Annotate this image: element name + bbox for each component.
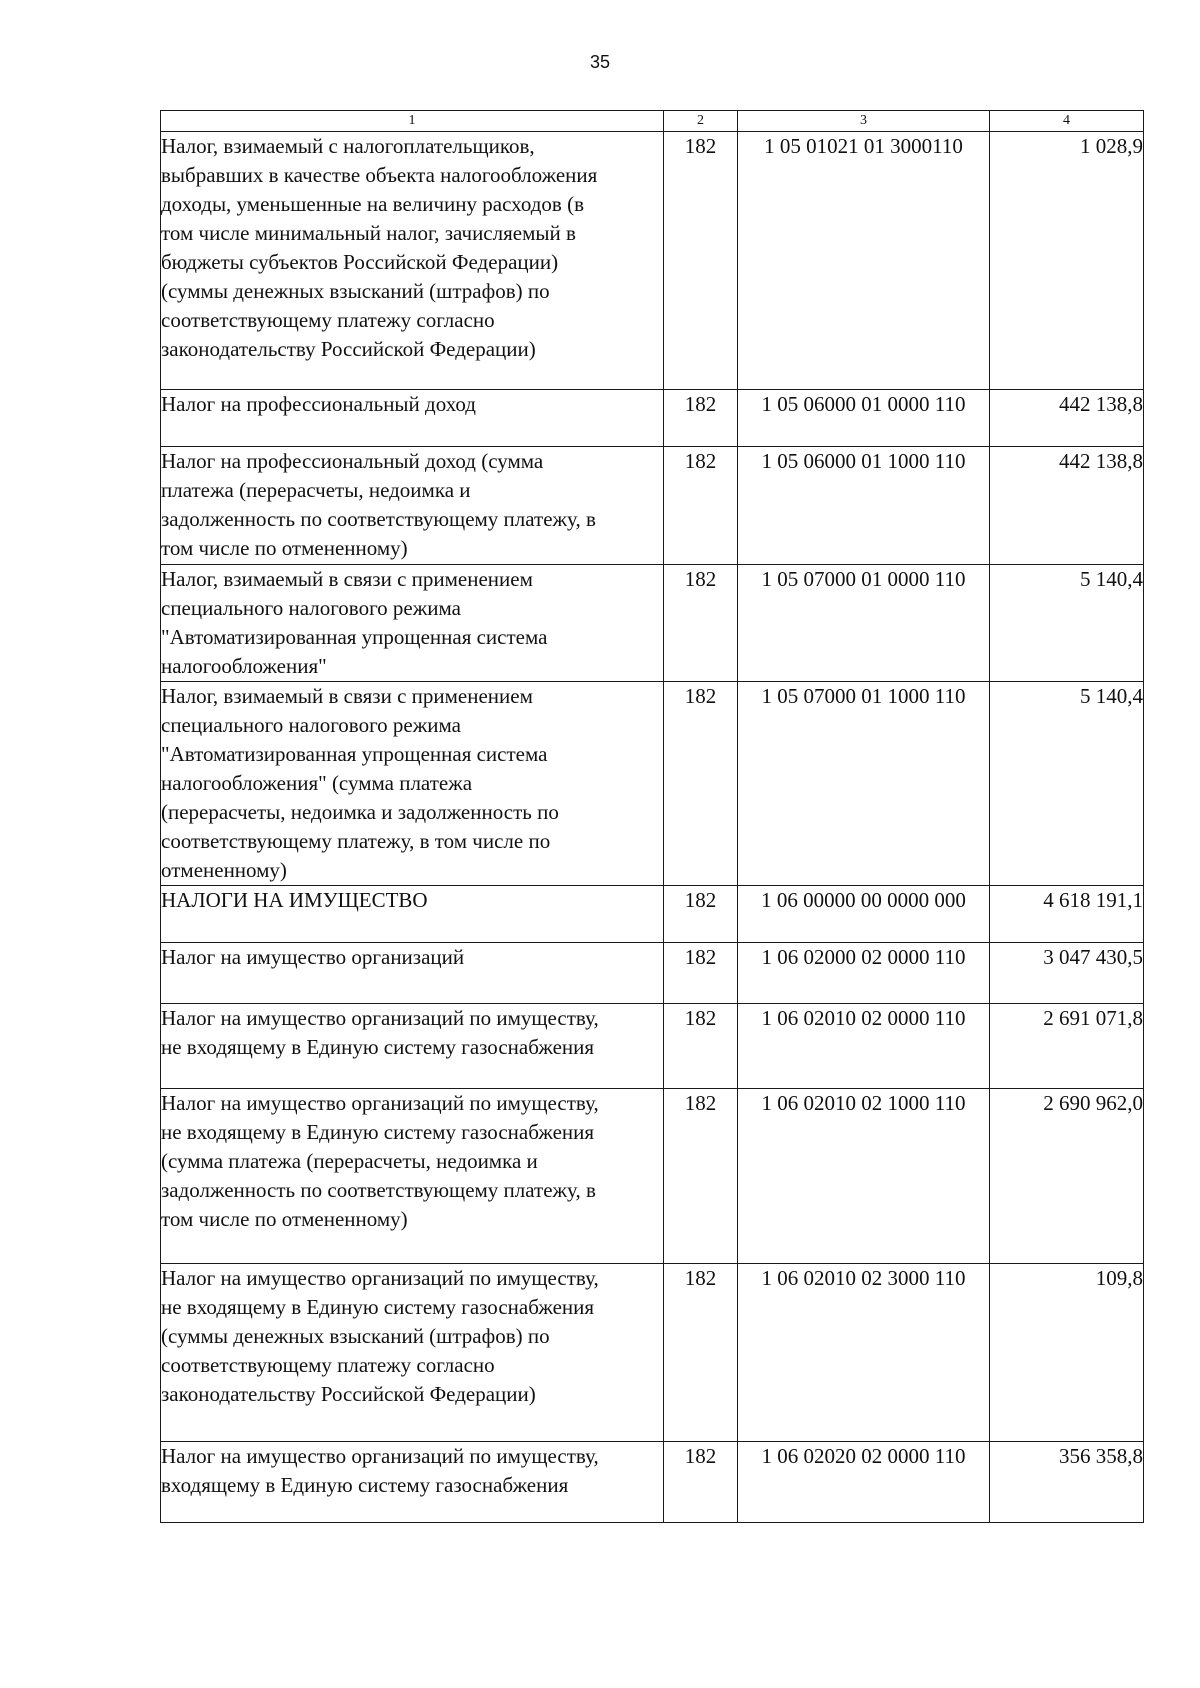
row-admin-code: 182 xyxy=(664,390,738,447)
row-budget-code: 1 06 02010 02 1000 110 xyxy=(738,1089,990,1264)
row-name: Налог, взимаемый с налогоплательщиков, выбравших в качестве объекта налогообложения доходы, уменьшенные на величину расходов (в том числе минимальный налог, зачисляемый в бюджеты субъектов Российской Федерации) (суммы денежных взысканий (штрафов) по соответствующему платежу согласно законодательству Российской Федерации) xyxy=(161,132,664,390)
row-budget-code: 1 05 06000 01 0000 110 xyxy=(738,390,990,447)
row-name: Налог на имущество организаций по имуществу, не входящему в Единую систему газоснабжения xyxy=(161,1004,664,1089)
row-admin-code: 182 xyxy=(664,1004,738,1089)
row-budget-code: 1 06 02010 02 0000 110 xyxy=(738,1004,990,1089)
table-row xyxy=(161,565,1144,682)
column-header-amount: 4 xyxy=(990,111,1144,132)
table-row xyxy=(161,447,1144,565)
table-row xyxy=(161,682,1144,886)
row-name: Налог на профессиональный доход xyxy=(161,390,664,447)
row-budget-code: 1 06 00000 00 0000 000 xyxy=(738,886,990,943)
row-budget-code: 1 05 01021 01 3000110 xyxy=(738,132,990,390)
column-header-admin: 2 xyxy=(664,111,738,132)
table-header-row xyxy=(161,111,1144,132)
row-budget-code: 1 06 02020 02 0000 110 xyxy=(738,1442,990,1523)
row-admin-code: 182 xyxy=(664,1264,738,1442)
row-admin-code: 182 xyxy=(664,682,738,886)
row-admin-code: 182 xyxy=(664,886,738,943)
row-amount: 5 140,4 xyxy=(990,565,1144,682)
table-row xyxy=(161,886,1144,943)
row-amount: 2 690 962,0 xyxy=(990,1089,1144,1264)
row-name: Налог на имущество организаций xyxy=(161,943,664,1004)
page-number: 35 xyxy=(589,52,611,72)
row-amount: 109,8 xyxy=(990,1264,1144,1442)
row-admin-code: 182 xyxy=(664,565,738,682)
column-header-name: 1 xyxy=(161,111,664,132)
row-budget-code: 1 06 02000 02 0000 110 xyxy=(738,943,990,1004)
row-name: Налог, взимаемый в связи с применением специального налогового режима "Автоматизированная упрощенная система налогообложения" (сумма платежа (перерасчеты, недоимка и задолженность по соответствующему платежу, в том числе по отмененному) xyxy=(161,682,664,886)
table-row xyxy=(161,390,1144,447)
row-name: Налог на имущество организаций по имуществу, входящему в Единую систему газоснабжения xyxy=(161,1442,664,1523)
row-amount: 442 138,8 xyxy=(990,390,1144,447)
row-name: НАЛОГИ НА ИМУЩЕСТВО xyxy=(161,886,664,943)
budget-revenue-table xyxy=(160,110,1144,1523)
row-name: Налог на профессиональный доход (сумма платежа (перерасчеты, недоимка и задолженность по соответствующему платежу, в том числе по отмененному) xyxy=(161,447,664,565)
table-row xyxy=(161,1442,1144,1523)
row-budget-code: 1 05 07000 01 1000 110 xyxy=(738,682,990,886)
row-amount: 5 140,4 xyxy=(990,682,1144,886)
row-budget-code: 1 05 07000 01 0000 110 xyxy=(738,565,990,682)
row-amount: 2 691 071,8 xyxy=(990,1004,1144,1089)
row-name: Налог на имущество организаций по имуществу, не входящему в Единую систему газоснабжения (суммы денежных взысканий (штрафов) по соответствующему платежу согласно законодательству Российской Федерации) xyxy=(161,1264,664,1442)
row-amount: 442 138,8 xyxy=(990,447,1144,565)
row-budget-code: 1 06 02010 02 3000 110 xyxy=(738,1264,990,1442)
row-admin-code: 182 xyxy=(664,447,738,565)
table-row xyxy=(161,132,1144,390)
row-admin-code: 182 xyxy=(664,132,738,390)
table-row xyxy=(161,1004,1144,1089)
table-row xyxy=(161,1264,1144,1442)
row-admin-code: 182 xyxy=(664,1089,738,1264)
row-name: Налог, взимаемый в связи с применением специального налогового режима "Автоматизированная упрощенная система налогообложения" xyxy=(161,565,664,682)
row-admin-code: 182 xyxy=(664,1442,738,1523)
row-amount: 3 047 430,5 xyxy=(990,943,1144,1004)
row-amount: 1 028,9 xyxy=(990,132,1144,390)
column-header-code: 3 xyxy=(738,111,990,132)
row-name: Налог на имущество организаций по имуществу, не входящему в Единую систему газоснабжения (сумма платежа (перерасчеты, недоимка и задолженность по соответствующему платежу, в том числе по отмененному) xyxy=(161,1089,664,1264)
row-admin-code: 182 xyxy=(664,943,738,1004)
row-amount: 356 358,8 xyxy=(990,1442,1144,1523)
table-row xyxy=(161,1089,1144,1264)
table-row xyxy=(161,943,1144,1004)
row-amount: 4 618 191,1 xyxy=(990,886,1144,943)
row-budget-code: 1 05 06000 01 1000 110 xyxy=(738,447,990,565)
